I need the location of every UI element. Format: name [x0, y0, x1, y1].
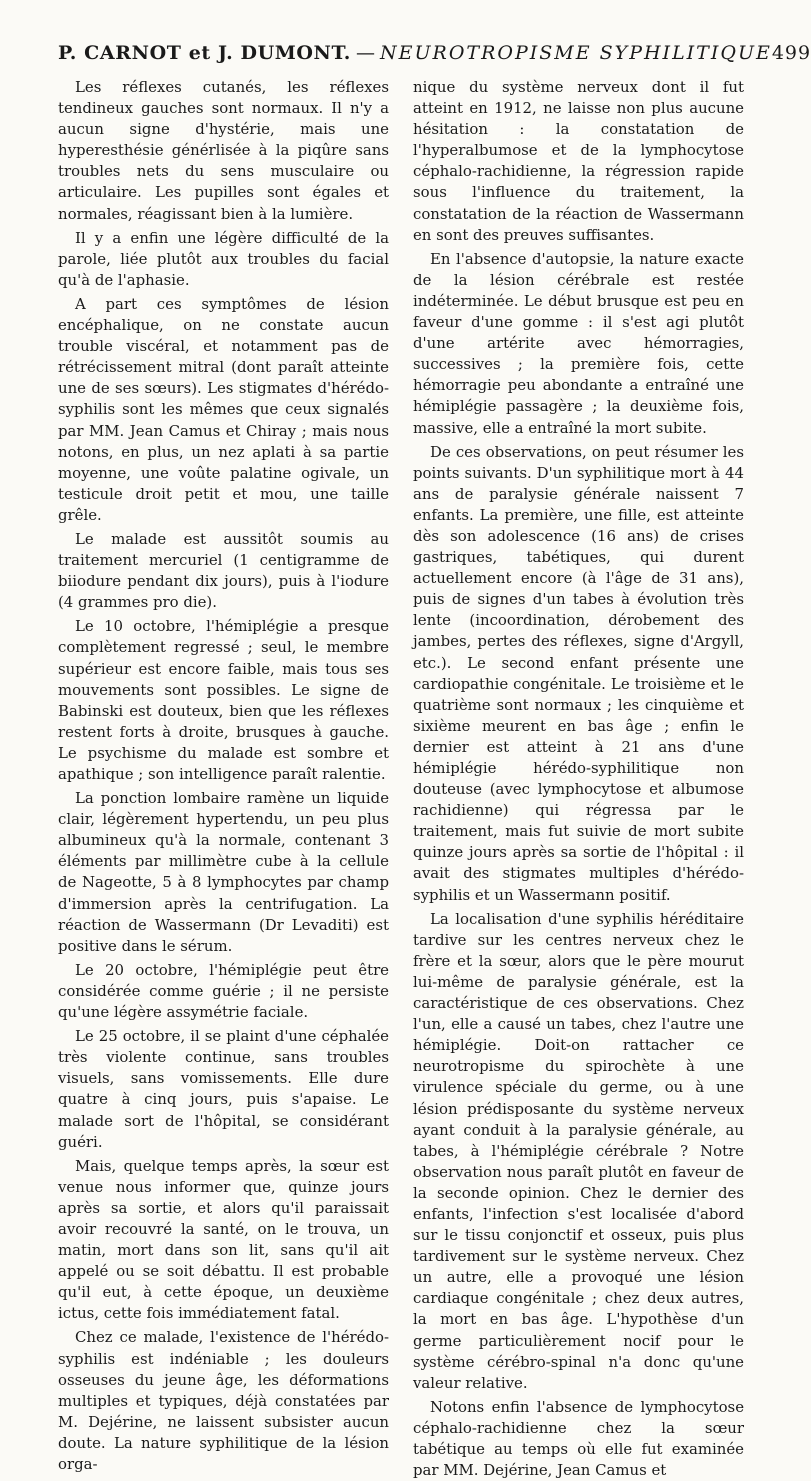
running-header [58, 42, 811, 72]
paragraph: La localisation d'une syphilis héréditaire tardive sur les centres nerveux chez le frère et la sœur, alors que le père mourut lui-même de paralysie générale, est la caractéristique de ces observations. Chez l'un, elle a causé un tabes, chez l'autre une hémiplégie. Doit-on rattacher ce neurotropisme du spirochète à une virulence spéciale du germe, ou à une lésion prédisposante du système nerveux ayant conduit à la paralysie générale, au tabes, à l'hémiplégie cérébrale ? Notre observation nous paraît plutôt en faveur de la seconde opinion. Chez le dernier des enfants, l'infection s'est localisée d'abord sur le tissu conjonctif et osseux, puis plus tardivement sur le système nerveux. Chez un autre, elle a provoqué une lésion cardiaque congénitale ; chez deux autres, la mort en bas âge. L'hypothèse d'un germe particulièrement nocif pour le système cérébro-spinal n'a donc qu'une valeur relative. [413, 909, 744, 1392]
paragraph: Il y a enfin une légère difficulté de la parole, liée plutôt aux troubles du facial qu'à de l'aphasie. [58, 228, 389, 289]
paragraph: Le 10 octobre, l'hémiplégie a presque complètement regressé ; seul, le membre supérieur est encore faible, mais tous ses mouvements sont possibles. Le signe de Babinski est douteux, bien que les réflexes restent forts à droite, brusques à gauche. Le psychisme du malade est sombre et apathique ; son intelligence paraît ralentie. [58, 617, 389, 783]
paragraph: Le 25 octobre, il se plaint d'une céphalée très violente continue, sans troubles visuels, sans vomissements. Elle dure quatre à cinq jours, puis s'apaise. Le malade sort de l'hôpital, se considérant guéri. [58, 1027, 389, 1151]
paragraph-continued: nique du système nerveux dont il fut atteint en 1912, ne laisse non plus aucune hésitation : la constatation de l'hyperalbumose et de la lymphocytose céphalo-rachidienne, la régression rapide sous l'influence du traitement, la constatation de la réaction de Wassermann en sont des preuves suffisantes. [413, 78, 744, 244]
paragraph: Mais, quelque temps après, la sœur est venue nous informer que, quinze jours après sa sortie, et alors qu'il paraissait avoir recouvré la santé, on le trouva, un matin, mort dans son lit, sans qu'il ait appelé ou se soit débattu. Il est probable qu'il eut, à cette époque, un deuxième ictus, cette fois immédiatement fatal. [58, 1156, 389, 1323]
right-column [413, 77, 744, 1481]
left-column [58, 77, 389, 1475]
paragraph: Le malade est aussitôt soumis au traitement mercuriel (1 centigramme de biiodure pendant dix jours), puis à l'iodure (4 grammes pro die). [58, 529, 389, 612]
paragraph: Le 20 octobre, l'hémiplégie peut être considérée comme guérie ; il ne persiste qu'une légère assymétrie faciale. [58, 960, 389, 1022]
header-title: NEUROTROPISME SYPHILITIQUE [380, 42, 772, 64]
paragraph: De ces observations, on peut résumer les points suivants. D'un syphilitique mort à 44 ans de paralysie générale naissent 7 enfants. La première, une fille, est atteinte dès son adolescence (16 ans) de crises gastriques, tabétiques, qui durent actuellement encore (à l'âge de 31 ans), puis de signes d'un tabes à évolution très lente (incoordination, dérobement des jambes, pertes des réflexes, signe d'Argyll, etc.). Le second enfant présente une cardiopathie congénitale. Le troisième et le quatrième sont normaux ; les cinquième et sixième meurent en bas âge ; enfin le dernier est atteint à 21 ans d'une hémiplégie hérédo-syphilitique non douteuse (avec lymphocytose et albumose rachidienne) qui régressa par le traitement, mais fut suivie de mort subite quinze jours après sa sortie de l'hôpital : il avait des stigmates multiples d'hérédo-syphilis et un Wassermann positif. [413, 442, 744, 904]
paragraph: Les réflexes cutanés, les réflexes tendineux gauches sont normaux. Il n'y a aucun signe d'hystérie, mais une hyperesthésie générlisée à la piqûre sans troubles nets du sens musculaire ou articulaire. Les pupilles sont égales et normales, réagissant bien à la lumière. [58, 78, 389, 223]
page-number: 499 [771, 42, 811, 64]
paragraph: La ponction lombaire ramène un liquide clair, légèrement hypertendu, un peu plus albumineux qu'à la normale, contenant 3 éléments par millimètre cube à la cellule de Nageotte, 5 à 8 lymphocytes par champ d'immersion après la centrifugation. La réaction de Wassermann (Dr Levaditi) est positive dans le sérum. [58, 789, 389, 955]
header-authors: P. CARNOT et J. DUMONT. [58, 42, 352, 64]
paragraph: En l'absence d'autopsie, la nature exacte de la lésion cérébrale est restée indéterminée. Le début brusque est peu en faveur d'une gomme : il s'est agi plutôt d'une artérite avec hémorragies, successives ; la première fois, cette hémorragie peu abondante a entraîné une hémiplégie passagère ; la deuxième fois, massive, elle a entraîné la mort subite. [413, 249, 744, 437]
header-separator: — [356, 42, 376, 64]
paragraph: Notons enfin l'absence de lymphocytose céphalo-rachidienne chez la sœur tabétique au temps où elle fut examinée par MM. Dejérine, Jean Camus et [413, 1397, 744, 1480]
paragraph: A part ces symptômes de lésion encéphalique, on ne constate aucun trouble viscéral, et notamment pas de rétrécissement mitral (dont paraît atteinte une de ses sœurs). Les stigmates d'hérédo-syphilis sont les mêmes que ceux signalés par MM. Jean Camus et Chiray ; mais nous notons, en plus, un nez aplati à sa partie moyenne, une voûte palatine ogivale, un testicule droit petit et mou, une taille grêle. [58, 294, 389, 524]
paragraph: Chez ce malade, l'existence de l'hérédo-syphilis est indéniable ; les douleurs osseuses du jeune âge, les déformations multiples et typiques, déjà constatées par M. Dejérine, ne laissent subsister aucun doute. La nature syphilitique de la lésion orga- [58, 1328, 389, 1473]
